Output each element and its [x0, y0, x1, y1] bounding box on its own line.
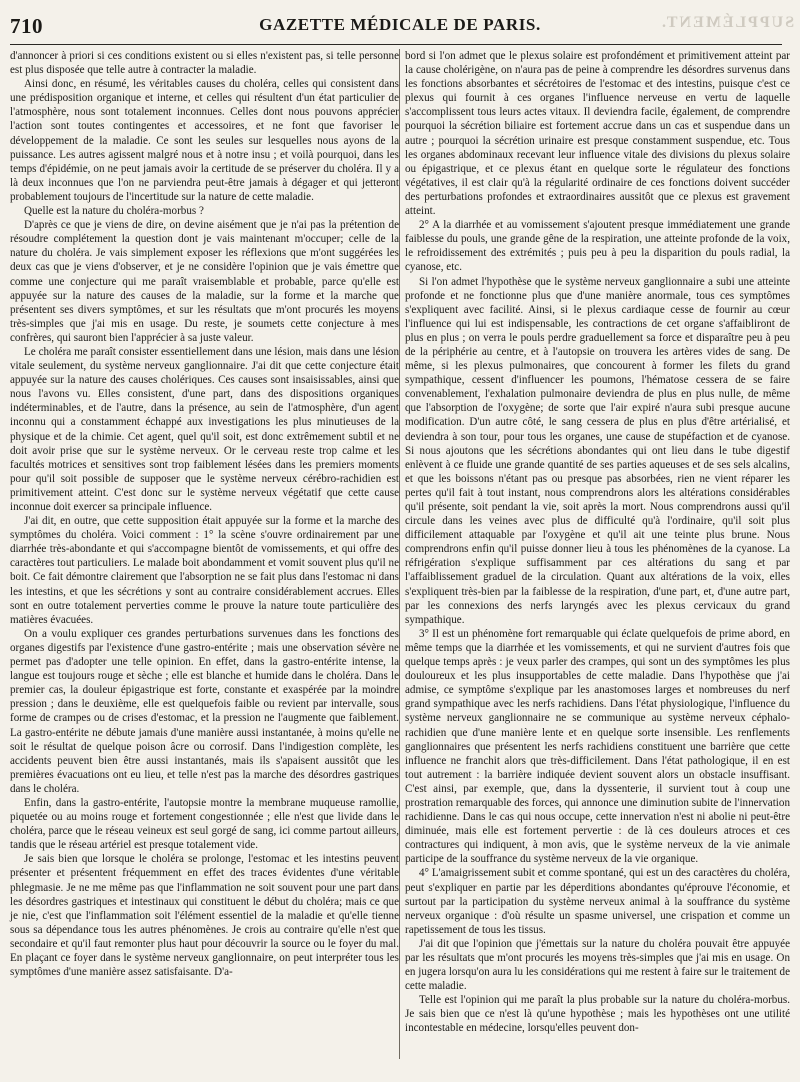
- paragraph: Ainsi donc, en résumé, les véritables causes du choléra, celles qui consistent dans une prédisposition organique et interne, et celles qui résultent d'un état particulier de l'atmosphère, nous sont totalement inconnues. Celles dont nous pouvons apprécier l'action sont toutes contingentes et accessoires, et ne font que favoriser le développement de la maladie. Ce sont les seules sur lesquelles nous ayons de la puissance. Les autres agissent malgré nous et à notre insu ; et voilà pourquoi, dans les temps d'épidémie, on ne peut jamais avoir la certitude de se préserver du choléra. Il y a là deux inconnues que l'on ne parviendra peut-être jamais à dégager et qui jetteront probablement toujours de l'incertitude sur la nature de cette maladie.: [10, 78, 399, 203]
- column-divider: [399, 49, 400, 1059]
- paragraph: d'annoncer à priori si ces conditions existent ou si elles n'existent pas, si telle personne est plus disposée que telle autre à contracter la maladie.: [10, 50, 399, 77]
- page-number: 710: [10, 14, 43, 38]
- paragraph: 2° A la diarrhée et au vomissement s'ajoutent presque immédiatement une grande faiblesse du pouls, une grande gêne de la respiration, une atteinte profonde de la voix, le refroidissement des extrémités ; puis peu à peu la disparition du pouls radial, la cyanose, etc.: [405, 219, 790, 274]
- paragraph: Enfin, dans la gastro-entérite, l'autopsie montre la membrane muqueuse ramollie, piquetée ou au moins rouge et fortement congestionnée ; elle n'est que livide dans le choléra, parce que le réseau veineux est seul gorgé de sang, ici comme partout ailleurs, tandis que le réseau artériel est presque totalement vide.: [10, 796, 399, 852]
- paragraph: 4° L'amaigrissement subit et comme spontané, qui est un des caractères du choléra, peut s'expliquer en partie par les déperditions abondantes qu'éprouve l'économie, et surtout par la participation du système nerveux animal à la souffrance du système nerveux organique : d'où résulte un spasme universel, une crispation et comme un rapetissement de tous les tissus.: [405, 867, 790, 936]
- paragraph: J'ai dit que l'opinion que j'émettais sur la nature du choléra pouvait être appuyée par les résultats que m'ont procurés les moyens très-simples que j'ai mis en usage. On en jugera lorsqu'on aura lu les considérations qui me restent à faire sur le traitement de cette maladie.: [405, 937, 790, 993]
- paragraph: 3° Il est un phénomène fort remarquable qui éclate quelquefois de prime abord, en même temps que la diarrhée et les vomissements, et qui ne survient d'autres fois que quelque temps après : je veux parler des crampes, qui sont un des symptômes les plus douloureux et les plus insupportables de cette maladie. Dans l'hypothèse que j'ai admise, ce symptôme s'explique par les anastomoses larges et nombreuses du nerf grand sympathique avec les nerfs rachidiens. Dans l'état physiologique, l'influence du système nerveux ganglionnaire ne se communique au système nerveux céphalo-rachidien que d'une manière lente et en quelque sorte insensible. Les renflements ganglionnaires que présentent les nerfs rachidiens constituent une barrière que cette influence ne franchit alors que très-difficilement. Dans l'état pathologique, il en est tout autrement : la barrière indiquée devient souvent alors un obstacle insuffisant. C'est ainsi, par exemple, que, dans la dyssenterie, il survient tout à coup une prostration remarquable des forces, qui annonce une diminution subite de l'innervation rachidienne. Dans le cas qui nous occupe, cette innervation n'est ni abolie ni peut-être diminuée, mais elle est fortement pervertie : de là ces douleurs atroces et ces contractures qui indiquent, à mon avis, que le système nerveux de la vie animale participe de la souffrance du système nerveux de la vie organique.: [405, 627, 790, 866]
- paragraph: Je sais bien que lorsque le choléra se prolonge, l'estomac et les intestins peuvent présenter et présentent fréquemment en effet des traces évidentes d'une véritable phlegmasie. Je ne me même pas que l'inflammation ne soit souvent pour une part dans les désordres gastriques et intestinaux qui constituent le début du choléra; mais ce que je nie, c'est que l'inflammation soit l'élément essentiel de la maladie et qu'elle tienne sous sa dépendance tous les autres phénomènes. Je crois au contraire qu'elle n'est que secondaire et qu'il faut remonter plus haut pour découvrir la source ou le foyer du mal. En plaçant ce foyer dans le système nerveux ganglionnaire, on peut interpréter tous les symptômes d'une manière assez satisfaisante. D'a-: [10, 853, 399, 979]
- right-column: [405, 49, 790, 1036]
- paragraph: Le choléra me paraît consister essentiellement dans une lésion, mais dans une lésion vitale seulement, du système nerveux ganglionnaire. J'ai dit que cette conjecture était appuyée sur la nature des causes cholériques. Ces causes sont insaisissables, ainsi que nous l'avons vu. Elles consistent, d'une part, dans des dispositions organiques indéterminables, et de l'autre, dans la présence, au sein de l'atmosphère, d'un agent inconnu qui a constamment échappé aux investigations les plus minutieuses de la physique et de la chimie. Cet agent, quel qu'il soit, est donc extrêmement subtil et ne doit avoir prise que sur le système nerveux. Or le cerveau reste trop calme et les facultés motrices et sensitives sont trop faiblement lésées dans les premiers moments pour qu'il soit possible de supposer que le système nerveux cérébro-rachidien est primitivement atteint. C'est donc sur le système nerveux végétatif que cette cause inconnue doit exercer sa principale influence.: [10, 345, 399, 513]
- paragraph: D'après ce que je viens de dire, on devine aisément que je n'ai pas la prétention de résoudre complétement la question dont je vais maintenant m'occuper; celle de la nature du choléra. Je vais simplement exposer les réflexions que m'ont suggérées les deux cas que je viens d'observer, et je ne considère l'opinion que je vais émettre que comme une conjecture qui me paraît vraisemblable et probable, parce qu'elle est appuyée sur la nature des causes de la maladie, sur la forme et la marche que présentent ses divers symptômes, et sur les résultats que m'ont procurés les moyens très-simples que j'ai mis en usage. Du reste, je soumets cette conjecture à mes confrères, qui sauront bien l'apprécier à sa juste valeur.: [10, 219, 399, 344]
- header-rule: [10, 44, 782, 45]
- paragraph: Si l'on admet l'hypothèse que le système nerveux ganglionnaire a subi une atteinte profonde et ne fonctionne plus que d'une manière anormale, tous ces symptômes s'expliquent avec facilité. Ainsi, si le plexus cardiaque cesse de fournir au cœur l'influence qui lui est indispensable, les contractions de cet organe s'affaibliront de plus en plus ; on verra le pouls perdre graduellement sa force et disparaître peu à peu de la périphérie au centre, et à l'autopsie on trouvera les artères vides de sang. De même, si les plexus pulmonaires, que concourent à former les filets du grand sympathique, cessent d'influencer les poumons, l'hématose cessera de se faire convenablement, l'exhalation pulmonaire deviendra de plus en plus nulle, de même que l'absorption de l'oxygène; de sorte que l'air expiré n'aura subi presque aucune modification. D'un autre côté, le sang cessera de plus en plus d'être artérialisé, et deviendra à son tour, pour tous les organes, une cause de stupéfaction et de cyanose. Si nous ajoutons que les sécrétions abondantes qui ont lieu dans le tube digestif enlèvent à ce fluide une grande quantité de ses parties aqueuses et de ses sels alcalins, et que les boissons n'étant pas ou presque pas absorbées, rien ne vient réparer les pertes qu'il fait à tout instant, nous comprendrons alors les altérations considérables qu'il présente, soit pendant la vie, soit après la mort. Nous comprendrons aussi qu'il circule dans les veines avec plus de difficulté qu'à l'ordinaire, qu'il soit plus difficilement attaquable par l'oxygène et qu'il ait une teinte plus brune. Nous comprendrons enfin qu'il puisse donner lieu à tous les phénomènes de la cyanose. La réfrigération s'explique suffisamment par ces altérations du sang et par l'affaiblissement graduel de la circulation. Quant aux altérations de la voix, elles s'expliquent très-bien par la faiblesse de la respiration, d'une part, et, d'une autre part, par les connexions des nerfs laryngés avec les plexus cervicaux du grand sympathique.: [405, 275, 790, 626]
- journal-title: GAZETTE MÉDICALE DE PARIS.: [259, 15, 541, 34]
- page-header: [0, 0, 800, 44]
- left-column: [10, 49, 399, 979]
- paragraph: Telle est l'opinion qui me paraît la plus probable sur la nature du choléra-morbus. Je sais bien que ce n'est là qu'une hypothèse ; mais les hypothèses ont une utilité incontestable en médecine, lorsqu'elles peuvent don-: [405, 994, 790, 1035]
- paragraph: On a voulu expliquer ces grandes perturbations survenues dans les fonctions des organes digestifs par l'existence d'une gastro-entérite ; mais une observation sévère ne permet pas d'adopter une telle opinion. En effet, dans la gastro-entérite intense, la langue est toujours rouge et sèche ; elle est blanche et humide dans le choléra. Dans le premier cas, la douleur épigastrique est forte, constante et exaspérée par la moindre pression ; dans le deuxième, elle est quelquefois faible ou revient par intervalle, sous forme de crampes ou de crises d'estomac, et la pression ne l'augmente que faiblement. La gastro-entérite ne débute jamais d'une manière aussi instantanée, à moins qu'elle ne soit le résultat de quelque poison âcre ou corrosif. Dans l'indigestion complète, les accidents peuvent bien être aussi instantanés, mais ils s'apaisent aussitôt que les premières évacuations ont eu lieu, et telle n'est pas la marche des désordres gastriques dans le choléra.: [10, 627, 399, 795]
- paragraph: bord si l'on admet que le plexus solaire est profondément et primitivement atteint par la cause cholérigène, on n'aura pas de peine à comprendre les désordres survenus dans les fonctions absorbantes et sécrétoires de l'estomac et des intestins, puisque c'est ce plexus qui fournit à ces organes l'influence nerveuse en vertu de laquelle s'accomplissent tous leurs actes vitaux. Il deviendra facile, également, de comprendre pourquoi la sécrétion biliaire est fortement accrue dans un cas et suspendue dans un autre ; pourquoi la sécrétion urinaire est presque constamment suspendue, etc. Tous les organes abdominaux recevant leur influence vitale des divisions du plexus solaire ou épigastrique, et ce plexus étant en quelque sorte le régulateur des fonctions végétatives, il est clair qu'à la régularité ordinaire de ces fonctions doivent succéder des perturbations profondes et extraordinaires aussitôt que ce plexus est gravement atteint.: [405, 50, 790, 218]
- paragraph: J'ai dit, en outre, que cette supposition était appuyée sur la forme et la marche des symptômes du choléra. Voici comment : 1° la scène s'ouvre ordinairement par une diarrhée très-abondante et qui s'accompagne bientôt de vomissements, et qui offre des caractères tout particuliers. Le malade boit abondamment et vomit souvent plus qu'il ne boit. Ce fait démontre clairement que l'absorption ne se fait plus dans l'estomac ni dans les intestins, et que les sécrétions y sont au contraire considérablement accrues. Elles sont en outre totalement perverties comme le prouve la nature toute particulière des matières évacuées.: [10, 515, 399, 626]
- bleed-through-text: SUPPLÉMENT.: [659, 14, 794, 31]
- section-question: Quelle est la nature du choléra-morbus ?: [24, 205, 204, 218]
